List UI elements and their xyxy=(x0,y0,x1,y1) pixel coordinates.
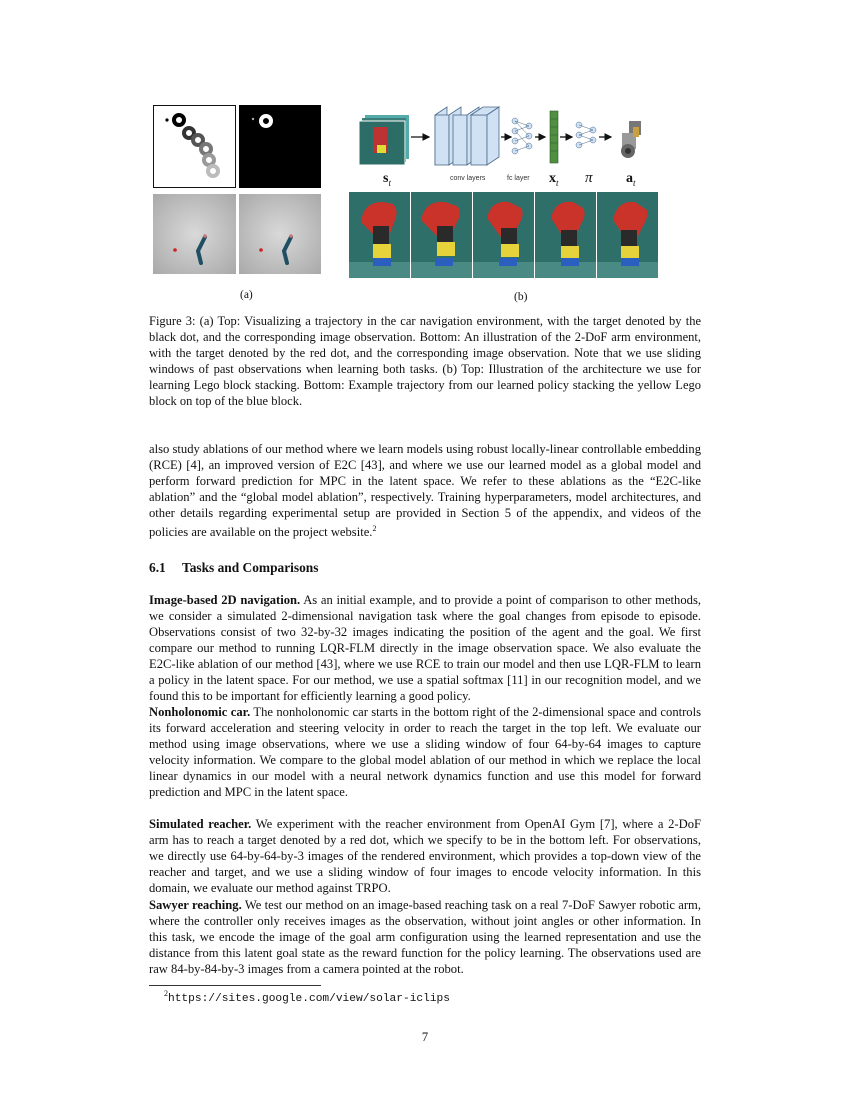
symbol-pi: π xyxy=(585,170,593,186)
car-trajectory-image xyxy=(153,105,236,188)
architecture-diagram xyxy=(359,105,649,170)
sublabel-b: (b) xyxy=(514,291,528,303)
robot-arm-icon xyxy=(621,121,641,158)
fc-layer-label: fc layer xyxy=(507,175,530,182)
symbol-s-t: $s_t$ xyxy=(383,171,391,188)
car-observation-image xyxy=(239,105,321,188)
latent-vector xyxy=(550,111,558,163)
section-heading: 6.1 Tasks and Comparisons xyxy=(149,560,319,575)
task-sawyer-reaching: Sawyer reaching. We test our method on an image-based reaching task on a real 7-DoF Sawyer robotic arm, where the controller only receives images as the observation, without joint angles or other information. In this task, we encode the image of the goal arm configuration using the learned representation and use the distance from this latent goal state as the reward function for the policy learning. The observations used are raw 84-by-84-by-3 images from a camera pointed at the robot. xyxy=(149,898,701,976)
trajectory-frame xyxy=(473,192,534,278)
footnote-rule xyxy=(149,985,321,986)
reacher-observation-image xyxy=(239,194,321,274)
trajectory-frame xyxy=(535,192,596,278)
page-number: 7 xyxy=(421,1030,429,1044)
policy-network xyxy=(576,122,596,148)
footnote: $^2$https://sites.google.com/view/solar-iclips xyxy=(164,989,450,1005)
trajectory-frame xyxy=(597,192,658,278)
reacher-environment-image xyxy=(153,194,236,274)
conv-layers-label: conv layers xyxy=(450,175,486,182)
task-nonholonomic-car: Nonholonomic car. The nonholonomic car starts in the bottom right of the 2-dimensional space and controls its forward acceleration and steering velocity in order to reach the target in the top left. We evaluate our method using image observations, where we use a sliding window of four 64-by-64 images to capture velocity information. We compare to the global model ablation of our method in which we replace the local linear dynamics in our model with a neural network dynamics function and use this model for forward prediction and MPC in the latent space. xyxy=(149,705,702,799)
footnote-mark: 2 xyxy=(372,524,377,533)
sublabel-a: (a) xyxy=(240,289,253,301)
fc-network xyxy=(512,118,532,154)
input-image-stack xyxy=(359,115,409,165)
trajectory-frame xyxy=(411,192,472,278)
trajectory-frame xyxy=(349,192,410,278)
task-navigation: Image-based 2D navigation. As an initial example, and to provide a point of comparison to other methods, we consider a simulated 2-dimensional navigation task where the goal changes from episode to episode. Observations consist of two 32-by-32 images indicating the position of the agent and the goal. We first compare our method to running LQR-FLM directly in the image observation space. We also evaluate the E2C-like ablation of our method [43], where we use RCE to train our model and then use LQR-FLM to learn a policy in the latent space. For our method, we use a spatial softmax [11] in our recognition model, and we found this to be important for efficiently learning a good policy. xyxy=(149,593,701,703)
lego-stacking-trajectory xyxy=(349,192,659,278)
task-simulated-reacher: Simulated reacher. We experiment with the reacher environment from OpenAI Gym [7], where a 2-DoF arm has to reach a target denoted by a red dot, which we specify to be in the bottom left. For observations, we directly use 64-by-64-by-3 images of the rendered environment, which provides a top-down view of the reacher and target, and we use a sliding window of four images to encode velocity information. In this domain, we evaluate our method against TRPO. xyxy=(149,817,701,895)
conv-layers-block xyxy=(435,107,499,165)
figure-caption: Figure 3: (a) Top: Visualizing a trajectory in the car navigation environment, with the target denoted by the black dot, and the corresponding image observation. Bottom: An illustration of the 2-DoF arm environment, with the target denoted by the red dot, and the corresponding image observation. Note that we use sliding windows of past observations when learning both tasks. (b) Top: Illustration of the architecture we use for learning Lego block stacking. Bottom: Example trajectory from our learned policy stacking the yellow Lego block on top of the blue block. xyxy=(149,314,701,408)
symbol-a-t: $a_t$ xyxy=(626,171,636,188)
footnote-url[interactable]: https://sites.google.com/view/solar-iclips xyxy=(168,993,450,1005)
intro-paragraph: also study ablations of our method where we learn models using robust locally-linear controllable embedding (RCE) [4], an improved version of E2C [43], and where we use our learned model as a global model and perform forward prediction for MPC in the latent space. We refer to these ablations as the “E2C-like ablation” and the “global model ablation”, respectively. Training hyperparameters, model architectures, and other details regarding experimental setup are provided in Section 5 of the appendix, and videos of the policies are available on the project website.$^2$ xyxy=(149,442,701,540)
symbol-x-t: $x_t$ xyxy=(549,171,559,188)
